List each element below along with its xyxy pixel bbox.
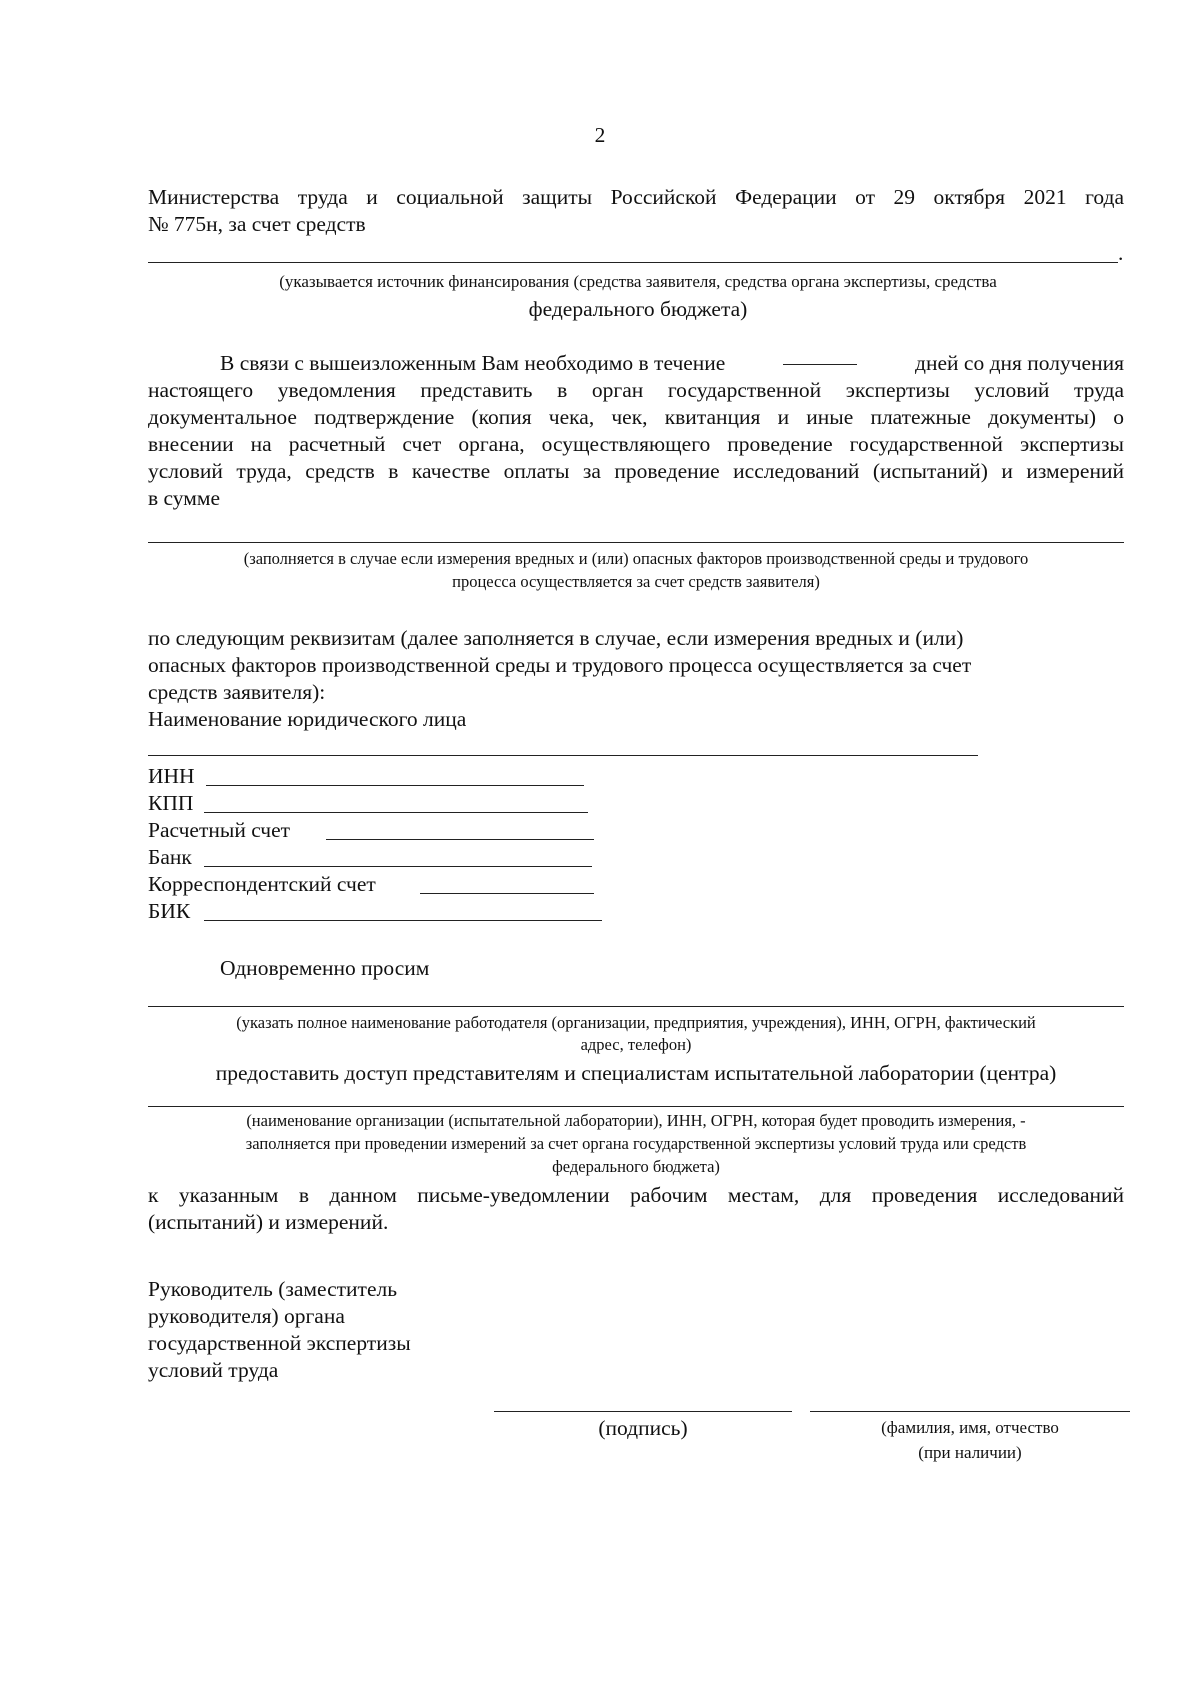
signature-label: (подпись) [598, 1416, 688, 1440]
days-blank[interactable] [783, 350, 857, 365]
legal-entity-name-line[interactable] [148, 755, 978, 756]
requisites-line-2: опасных факторов производственной среды и трудового процесса осуществляется за счет [148, 653, 972, 677]
payment-line-3: документальное подтверждение (копия чека, чек, квитанция и иные платежные документы) о [148, 405, 1124, 429]
corr-account-line[interactable] [420, 893, 594, 894]
full-name-label-line-2: (при наличии) [918, 1443, 1022, 1462]
access-text: предоставить доступ представителям и специалистам испытательной лаборатории (центра) [215, 1061, 1057, 1085]
intro-line-2: № 775н, за счет средств [148, 212, 366, 236]
kpp-label: КПП [148, 791, 194, 815]
payment-line-1 [220, 350, 1124, 377]
note-amount-line-1: (заполняется в случае если измерения вредных и (или) опасных факторов производственной среды и трудового [243, 549, 1029, 568]
bik-line[interactable] [204, 920, 602, 921]
note-employer-line-1: (указать полное наименование работодателя (организации, предприятия, учреждения), ИНН, ОГРН, фактический [236, 1013, 1036, 1032]
corr-account-row [148, 871, 376, 898]
note-lab-line-1: (наименование организации (испытательной лаборатории), ИНН, ОГРН, которая будет проводить измерения, - [246, 1111, 1026, 1130]
signatory-line-4: условий труда [148, 1358, 279, 1382]
payment-line-1-before: В связи с вышеизложенным Вам необходимо в течение [220, 351, 726, 375]
signatory-line-1: Руководитель (заместитель [148, 1277, 398, 1301]
account-line[interactable] [326, 839, 594, 840]
note-employer-line-2: адрес, телефон) [580, 1035, 692, 1054]
note-lab-line-2: заполняется при проведении измерений за счет органа государственной экспертизы условий труда или средств [245, 1134, 1027, 1153]
account-label: Расчетный счет [148, 818, 291, 842]
corr-account-label: Корреспондентский счет [148, 872, 376, 896]
laboratory-line[interactable] [148, 1106, 1124, 1107]
inn-row [148, 763, 195, 790]
employer-line[interactable] [148, 1006, 1124, 1007]
note-amount-line-2: процесса осуществляется за счет средств заявителя) [452, 572, 820, 591]
financing-line-period: . [1118, 241, 1124, 265]
requisites-line-1: по следующим реквизитам (далее заполняется в случае, если измерения вредных и (или) [148, 626, 964, 650]
legal-entity-name-label: Наименование юридического лица [148, 707, 467, 731]
bik-label: БИК [148, 899, 191, 923]
requisites-line-3: средств заявителя): [148, 680, 326, 704]
page-number: 2 [594, 123, 606, 147]
bik-row [148, 898, 190, 925]
financing-source-line[interactable] [148, 262, 1118, 263]
account-row [148, 817, 290, 844]
bank-row [148, 844, 192, 871]
amount-line[interactable] [148, 542, 1124, 543]
signature-line[interactable] [494, 1411, 792, 1412]
kpp-line[interactable] [204, 812, 588, 813]
note-financing-line-1: (указывается источник финансирования (средства заявителя, средства органа экспертизы, средства [279, 272, 997, 291]
bank-label: Банк [148, 845, 192, 869]
payment-line-1-after: дней со дня получения [915, 351, 1124, 375]
note-financing-line-2: федерального бюджета) [528, 297, 748, 321]
inn-label: ИНН [148, 764, 195, 788]
full-name-line[interactable] [810, 1411, 1130, 1412]
note-lab-line-3: федерального бюджета) [552, 1157, 720, 1176]
workplaces-line-1: к указанным в данном письме-уведомлении рабочим местам, для проведения исследований [148, 1183, 1124, 1207]
bank-line[interactable] [204, 866, 592, 867]
workplaces-line-2: (испытаний) и измерений. [148, 1210, 389, 1234]
signatory-line-2: руководителя) органа [148, 1304, 345, 1328]
inn-line[interactable] [206, 785, 584, 786]
payment-line-2: настоящего уведомления представить в орган государственной экспертизы условий труда [148, 378, 1124, 402]
payment-line-4: внесении на расчетный счет органа, осуществляющего проведение государственной экспертизы [148, 432, 1124, 456]
payment-line-5: условий труда, средств в качестве оплаты за проведение исследований (испытаний) и измерений [148, 459, 1124, 483]
intro-line-1: Министерства труда и социальной защиты Российской Федерации от 29 октября 2021 года [148, 185, 1124, 209]
full-name-label-line-1: (фамилия, имя, отчество [881, 1418, 1059, 1437]
request-text: Одновременно просим [220, 956, 430, 980]
payment-line-6: в сумме [148, 486, 221, 510]
signatory-line-3: государственной экспертизы [148, 1331, 411, 1355]
kpp-row [148, 790, 193, 817]
